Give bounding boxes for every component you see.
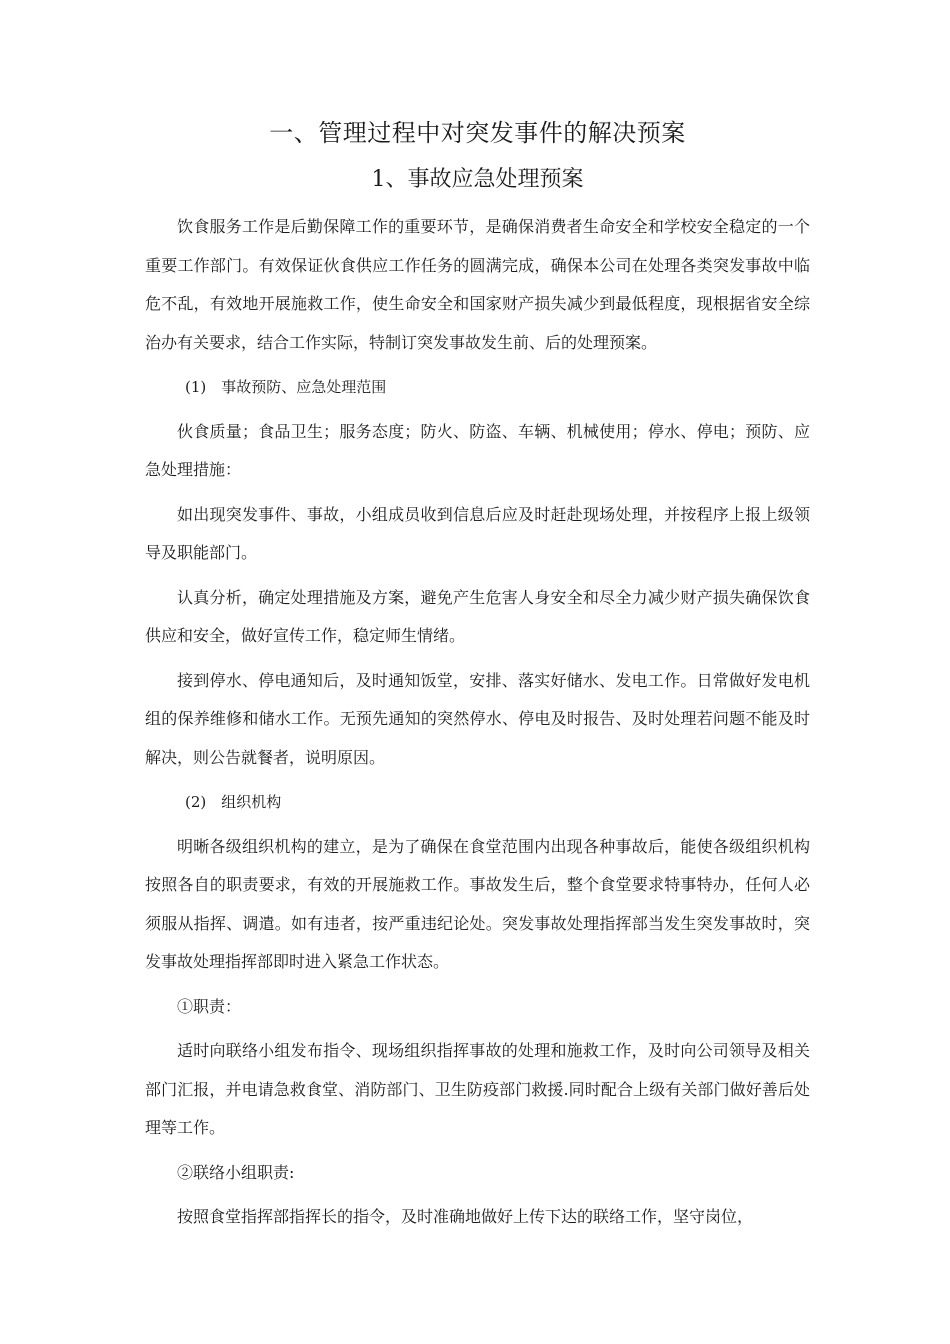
paragraph-emergency-report: 如出现突发事件、事故，小组成员收到信息后应及时赶赴现场处理，并按程序上报上级领导及职能部门。: [145, 504, 810, 562]
paragraph-water-power: 接到停水、停电通知后，及时通知饭堂，安排、落实好储水、发电工作。日常做好发电机组的保养维修和储水工作。无预先通知的突然停水、停电及时报告、及时处理若问题不能及时解决，则公告就餐者，说明原因。: [145, 670, 810, 767]
paragraph-liaison: 按照食堂指挥部指挥长的指令，及时准确地做好上传下达的联络工作，坚守岗位，: [177, 1207, 754, 1226]
paragraph-scope-list: 伙食质量；食品卫生；服务态度；防火、防盗、车辆、机械使用；停水、停电；预防、应急处理措施：: [145, 421, 810, 479]
paragraph-duties: 适时向联络小组发布指令、现场组织指挥事故的处理和施救工作，及时向公司领导及相关部门汇报，并电请急救食堂、消防部门、卫生防疫部门救援.同时配合上级有关部门做好善后处理等工作。: [145, 1041, 810, 1137]
subheading-scope: (1) 事故预防、应急处理范围: [185, 378, 387, 396]
document-title: 一、管理过程中对突发事件的解决预案: [269, 119, 686, 147]
subheading-organization: (2) 组织机构: [185, 793, 282, 811]
paragraph-intro: 饮食服务工作是后勤保障工作的重要环节，是确保消费者生命安全和学校安全稳定的一个重要工作部门。有效保证伙食供应工作任务的圆满完成，确保本公司在处理各类突发事故中临危不乱，有效地开展施救工作，使生命安全和国家财产损失减少到最低程度，现根据省安全综治办有关要求，结合工作实际，特制订突发事故发生前、后的处理预案。: [145, 217, 810, 352]
document-page: [145, 112, 810, 1237]
item-duties-label: ①职责：: [177, 996, 242, 1016]
section-heading: 1、事故应急处理预案: [371, 167, 584, 192]
item-liaison-label: ②联络小组职责:: [177, 1162, 295, 1182]
paragraph-analysis: 认真分析，确定处理措施及方案，避免产生危害人身安全和尽全力减少财产损失确保饮食供应和安全，做好宣传工作，稳定师生情绪。: [145, 587, 810, 645]
paragraph-organization: 明晰各级组织机构的建立，是为了确保在食堂范围内出现各种事故后，能使各级组织机构按照各自的职责要求，有效的开展施救工作。事故发生后，整个食堂要求特事特办，任何人必须服从指挥、调遣。如有违者，按严重违纪论处。突发事故处理指挥部当发生突发事故时，突发事故处理指挥部即时进入紧急工作状态。: [145, 836, 810, 971]
